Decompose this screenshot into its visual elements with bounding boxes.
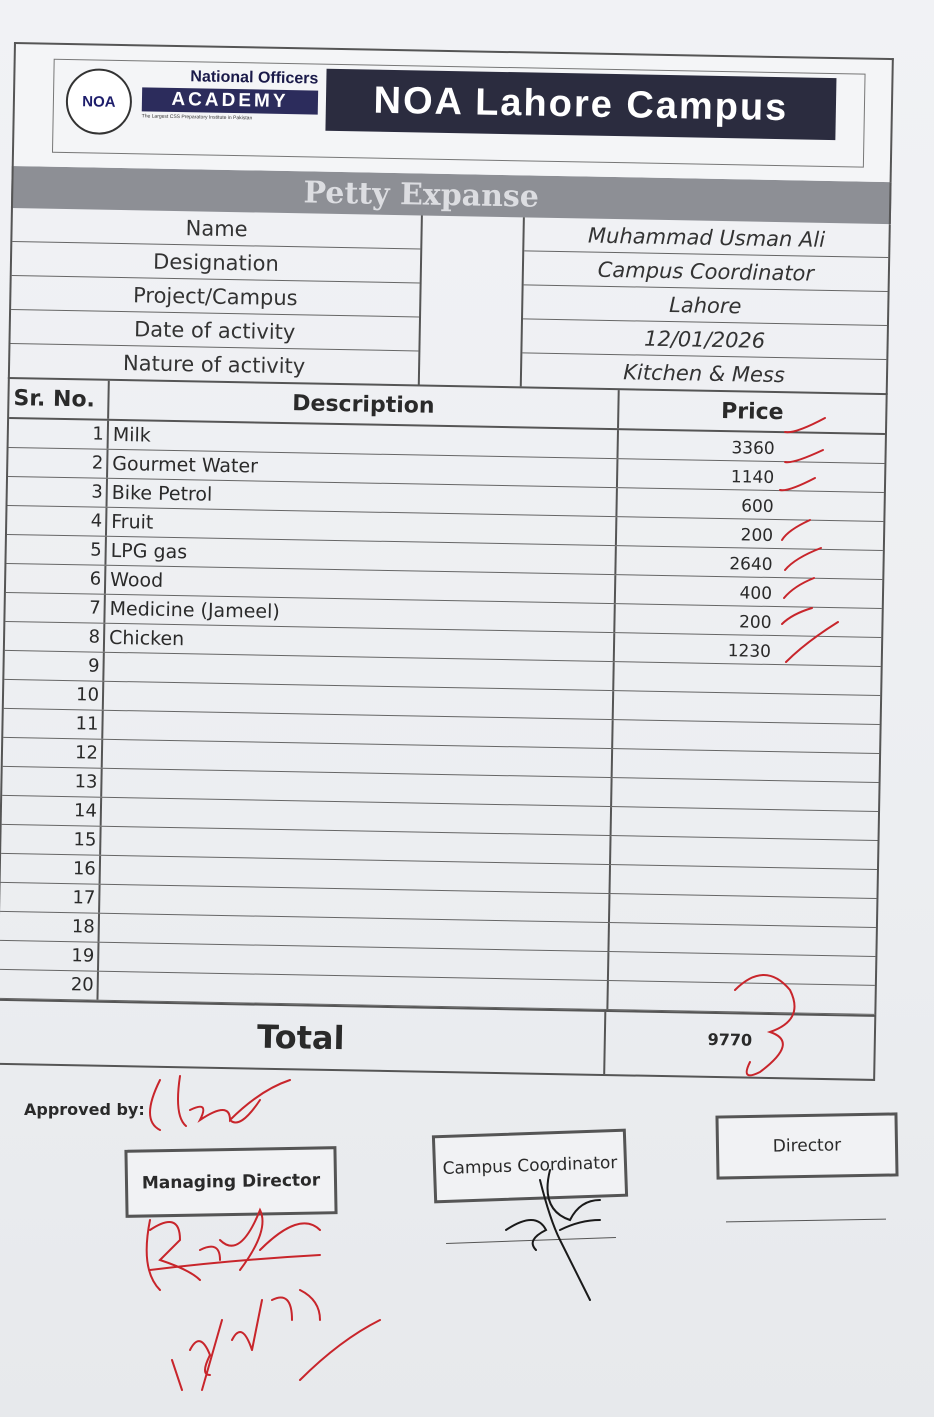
approval-signature-icon <box>150 1076 290 1130</box>
row-sr-no: 16 <box>1 854 101 884</box>
info-label: Nature of activity <box>122 350 306 378</box>
info-value-nature: Kitchen & Mess <box>623 359 786 387</box>
row-sr-no: 10 <box>4 680 104 710</box>
checkmark-icon <box>785 418 825 432</box>
row-description: Bike Petrol <box>107 479 617 516</box>
row-sr-no: 3 <box>8 477 108 507</box>
row-description: Fruit <box>107 508 617 545</box>
total-circle-icon <box>735 975 795 1075</box>
row-sr-no: 4 <box>7 506 107 536</box>
checkmark-icon <box>785 548 821 570</box>
row-sr-no: 17 <box>0 883 100 913</box>
logo-tagline: The Largest CSS Preparatory Institute in Pakistan <box>141 113 253 122</box>
info-label: Name <box>12 208 421 249</box>
row-description: LPG gas <box>106 537 616 574</box>
row-price: 600 <box>740 496 774 517</box>
checkmark-icon <box>782 520 810 540</box>
info-value-name: Muhammad Usman Ali <box>524 217 889 258</box>
checkmark-icon <box>784 578 814 598</box>
price-header: Price <box>720 398 784 425</box>
sr-header: Sr. No. <box>9 379 110 419</box>
campus-banner: NOA Lahore Campus <box>325 69 836 140</box>
row-price: 3360 <box>731 438 775 460</box>
approved-by-label: Approved by: <box>24 1100 145 1119</box>
row-description: Chicken <box>105 624 615 661</box>
info-value-date: 12/01/2026 <box>522 319 887 360</box>
coordinator-signature-icon <box>506 1170 600 1300</box>
info-label: Project/Campus <box>11 276 420 317</box>
row-description: Wood <box>106 566 616 603</box>
row-price: 2640 <box>729 554 773 575</box>
row-sr-no: 14 <box>2 796 102 826</box>
info-value-designation: Campus Coordinator <box>524 251 889 292</box>
director-box: Director <box>715 1112 898 1179</box>
checkmark-icon <box>786 622 838 662</box>
row-description: Medicine (Jameel) <box>105 595 615 632</box>
row-sr-no: 15 <box>1 825 101 855</box>
row-price: 200 <box>740 525 774 546</box>
md-signature-icon <box>147 1210 320 1290</box>
info-label: Designation <box>12 242 421 283</box>
row-sr-no: 12 <box>3 738 103 768</box>
checkmark-icon <box>785 450 823 462</box>
row-sr-no: 20 <box>0 970 99 1000</box>
row-description: Milk <box>109 421 619 458</box>
date-handwriting-icon <box>172 1290 380 1390</box>
total-label: Total <box>0 1001 606 1074</box>
managing-director-box: Managing Director <box>124 1146 337 1218</box>
info-label: Date of activity <box>10 310 419 351</box>
row-price: 1230 <box>727 641 772 662</box>
row-sr-no: 5 <box>6 535 106 565</box>
checkmark-icon <box>782 608 812 624</box>
checkmark-icon <box>780 478 815 490</box>
total-value: 9770 <box>707 1029 753 1050</box>
seal-text: NOA <box>82 92 116 111</box>
logo-line2: ACADEMY <box>142 87 318 114</box>
row-sr-no: 7 <box>5 593 105 623</box>
row-sr-no: 9 <box>4 651 104 681</box>
row-sr-no: 13 <box>2 767 102 797</box>
row-description: Gourmet Water <box>108 450 618 487</box>
row-sr-no: 1 <box>9 419 109 449</box>
row-price: 400 <box>739 583 773 604</box>
form-title: Petty Expanse <box>303 174 540 215</box>
row-sr-no: 19 <box>0 941 100 971</box>
row-sr-no: 11 <box>3 709 103 739</box>
logo-line1: National Officers <box>190 68 319 88</box>
row-sr-no: 2 <box>8 448 108 478</box>
row-sr-no: 6 <box>6 564 106 594</box>
row-sr-no: 8 <box>5 622 105 652</box>
info-value-campus: Lahore <box>523 285 888 326</box>
description-header: Description <box>109 381 620 428</box>
row-price: 1140 <box>730 467 775 489</box>
campus-coordinator-box: Campus Coordinator <box>432 1129 628 1204</box>
row-sr-no: 18 <box>0 912 100 942</box>
row-price: 200 <box>738 612 772 633</box>
